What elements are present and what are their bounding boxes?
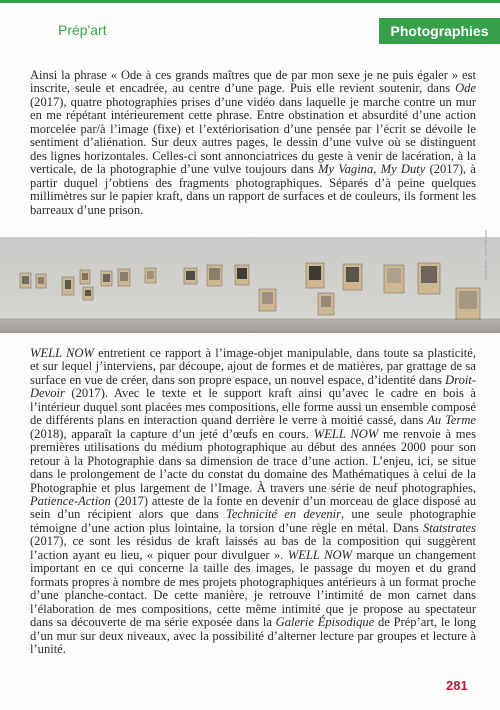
- work-title: Droit-Devoir: [30, 372, 476, 401]
- body-paragraph-2: WELL NOW entretient ce rapport à l’image-objet manipulable, dans toute sa plasticité, et sur lequel j’interviens, par découpe, ajout de formes et de matières, par grattage de sa surface en vue de créer, dans son propre espace, un nouvel espace, d’identité dans Droit-Devoir (2017). Avec le texte et le support kraft ainsi qu’avec le cadre en bois à l’intérieur duquel sont placées mes compositions, elle forme aussi un ensemble composé de différents plans en interaction quand derrière le verre à moitié cassé, dans Au Terme (2018), apparaît la capture d’un jeté d’œufs en cours. WELL NOW me renvoie à mes premières utilisations du médium photographique au début des années 2000 pour son retour à la Photographie dans sa dimension de trace d’une action. L’enjeu, ici, se situe dans le prolongement de l’acte du constat du domaine des Mathématiques à celui de la Photographie et plus largement de l’Image. À travers une série de neuf photographies, Patience-Action (2017) atteste de la fonte en devenir d’un morceau de glace disposé au sein d’un récipient alors que dans Technicité en devenir, une seule photographie témoigne d’une action plus lointaine, la torsion d’une règle en métal. Dans Statstrates (2017), ce sont les résidus de kraft laissés au bas de la composition qui suggèrent l’action ayant eu lieu, « piquer pour divulguer ». WELL NOW marque un changement important en ce qui concerne la taille des images, le passage du moyen et du grand formats propres à nombre de mes projets photographiques antérieurs à un format proche d’une planche-contact. De cette manière, je retrouve l’intimité de mon carnet dans l’élaboration de mes compositions, cette même intimité que je propose au spectateur dans sa découverte de ma série exposée dans la Galerie Épisodique de Prép’art, le long d’un mur sur deux niveaux, avec la possibilité d’alterner lecture par groupes et lecture à l’unité.: [30, 346, 476, 656]
- gallery-wall-image: [0, 237, 500, 333]
- work-title: My Vagina, My Duty: [318, 162, 426, 177]
- work-title: Statstrates: [423, 520, 476, 535]
- work-title: Galerie Épisodique: [275, 615, 375, 630]
- work-title: Patience-Action: [30, 493, 111, 508]
- work-title: WELL NOW: [30, 346, 94, 360]
- section-tab: Photographies: [379, 18, 500, 44]
- page-number: 281: [446, 678, 468, 693]
- top-rule: [0, 0, 500, 3]
- work-title: Ode: [455, 81, 476, 96]
- photo-credit: crédit photo : Karim Elmaazi: [483, 229, 488, 280]
- work-title: Au Terme: [427, 413, 476, 428]
- work-title: Technicité en devenir: [226, 507, 342, 522]
- work-title: WELL NOW: [313, 426, 379, 441]
- work-title: WELL NOW: [287, 547, 352, 562]
- exhibition-photo: [0, 237, 500, 333]
- body-paragraph-1: Ainsi la phrase « Ode à ces grands maîtres que de par mon sexe je ne puis égaler » est inscrite, seule et encadrée, au centre d’une page. Puis elle revient soutenir, dans Ode (2017), quatre photographies prises d’une vidéo dans laquelle je marche contre un mur en me répétant intérieurement cette phrase. Entre obstination et absurdité d’une action morcelée par/à l’image (fixe) et l’extériorisation d’une pensée par l’écrit se dévoile le sentiment d’aliénation. Sur deux autres pages, le dessin d’une vulve où se distinguent des lignes horizontales. Celles-ci sont annonciatrices du geste à venir de lacération, à la verticale, de la photographie d’une vulve toujours dans My Vagina, My Duty (2017), à partir duquel j’obtiens des fragments photographiques. Séparés d’à peine quelques millimètres sur le papier kraft, dans un rapport de surfaces et de couleurs, ils forment les barreaux d’une prison.: [30, 68, 476, 217]
- publication-name: Prép'art: [58, 22, 107, 38]
